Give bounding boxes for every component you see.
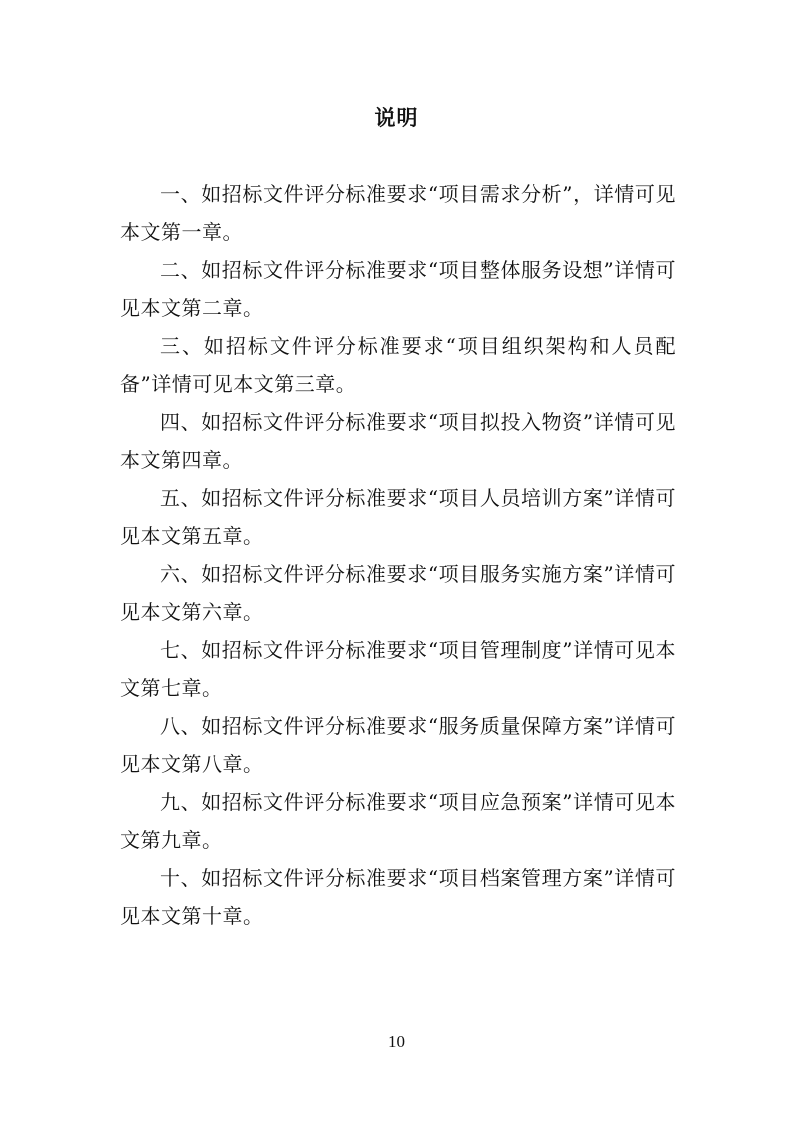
- paragraph-2: 二、如招标文件评分标准要求“项目整体服务设想”详情可见本文第二章。: [120, 258, 676, 320]
- paragraph-4: 四、如招标文件评分标准要求“项目拟投入物资”详情可见本文第四章。: [120, 410, 676, 472]
- paragraph-9: 九、如招标文件评分标准要求“项目应急预案”详情可见本文第九章。: [120, 790, 676, 852]
- page-number: 10: [388, 1032, 405, 1051]
- paragraph-8: 八、如招标文件评分标准要求“服务质量保障方案”详情可见本文第八章。: [120, 714, 676, 776]
- paragraph-6: 六、如招标文件评分标准要求“项目服务实施方案”详情可见本文第六章。: [120, 562, 676, 624]
- document-body: [120, 175, 676, 935]
- paragraph-10: 十、如招标文件评分标准要求“项目档案管理方案”详情可见本文第十章。: [120, 866, 676, 928]
- paragraph-7: 七、如招标文件评分标准要求“项目管理制度”详情可见本文第七章。: [120, 638, 676, 700]
- paragraph-5: 五、如招标文件评分标准要求“项目人员培训方案”详情可见本文第五章。: [120, 486, 676, 548]
- paragraph-3: 三、如招标文件评分标准要求“项目组织架构和人员配备”详情可见本文第三章。: [120, 334, 676, 396]
- paragraph-1: 一、如招标文件评分标准要求“项目需求分析”，详情可见本文第一章。: [120, 182, 676, 244]
- page-title: 说明: [374, 106, 419, 130]
